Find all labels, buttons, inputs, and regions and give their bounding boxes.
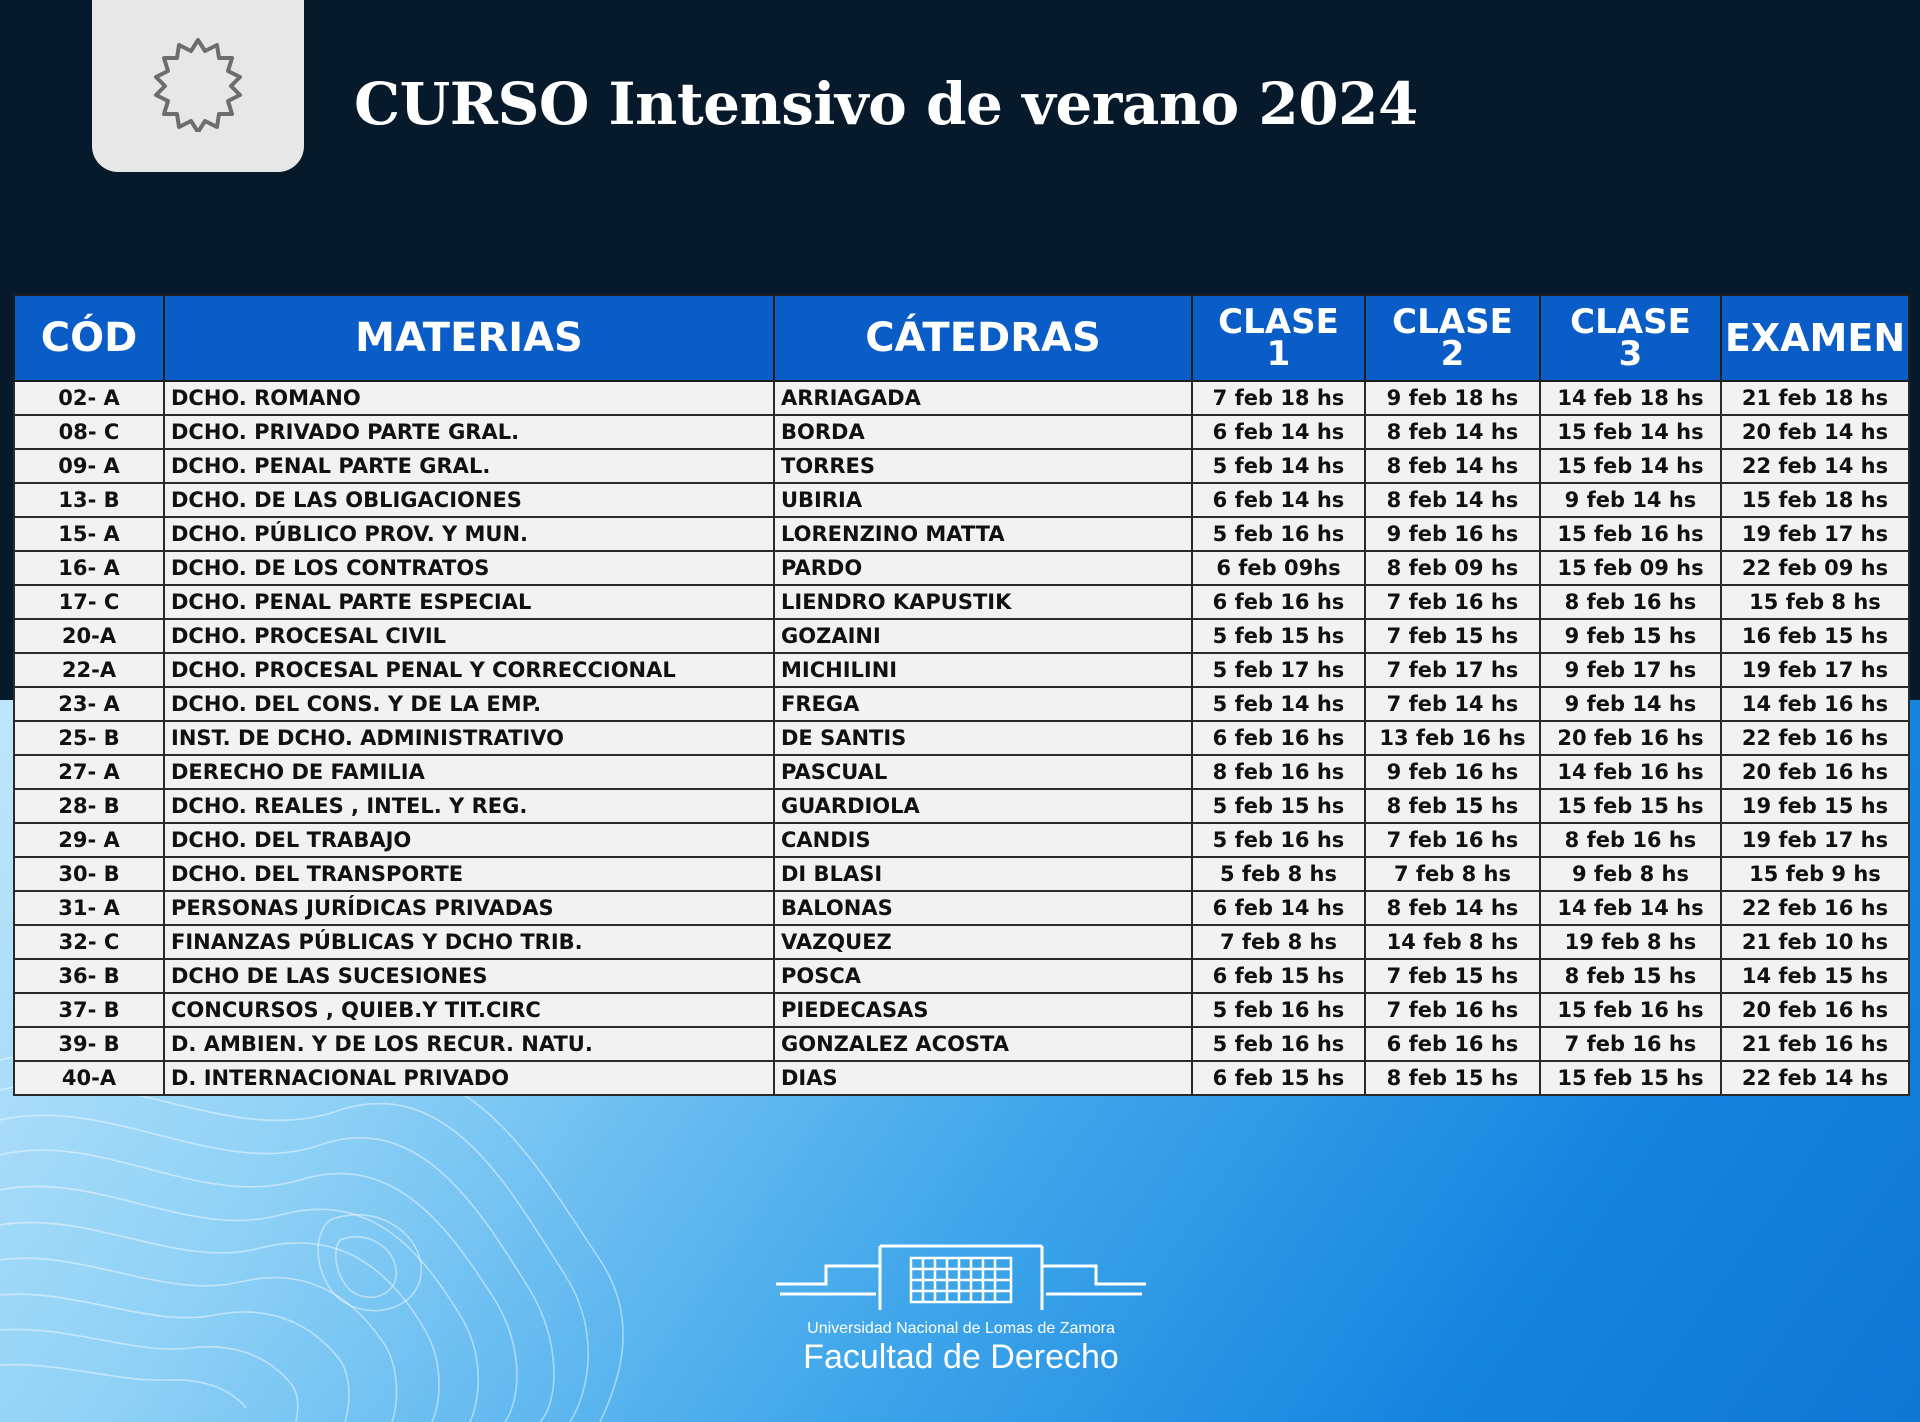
cell-materia: DCHO. DEL TRABAJO (164, 823, 774, 857)
table-row (14, 517, 1909, 551)
cell-clase-2: 9 feb 18 hs (1365, 381, 1540, 415)
cell-cod: 28- B (14, 789, 164, 823)
cell-clase-3: 8 feb 16 hs (1540, 823, 1721, 857)
cell-clase-2: 7 feb 17 hs (1365, 653, 1540, 687)
cell-materia: DCHO. PENAL PARTE ESPECIAL (164, 585, 774, 619)
cell-clase-3: 15 feb 09 hs (1540, 551, 1721, 585)
cell-cod: 30- B (14, 857, 164, 891)
cell-clase-1: 5 feb 16 hs (1192, 823, 1365, 857)
table-row (14, 721, 1909, 755)
cell-cod: 08- C (14, 415, 164, 449)
cell-catedra: BORDA (774, 415, 1192, 449)
cell-examen: 15 feb 18 hs (1721, 483, 1909, 517)
cell-clase-3: 9 feb 15 hs (1540, 619, 1721, 653)
cell-clase-2: 8 feb 09 hs (1365, 551, 1540, 585)
cell-clase-3: 9 feb 17 hs (1540, 653, 1721, 687)
cell-clase-3: 20 feb 16 hs (1540, 721, 1721, 755)
cell-materia: DCHO. DEL TRANSPORTE (164, 857, 774, 891)
cell-cod: 25- B (14, 721, 164, 755)
cell-examen: 20 feb 16 hs (1721, 993, 1909, 1027)
table-row (14, 585, 1909, 619)
cell-materia: DCHO. PROCESAL CIVIL (164, 619, 774, 653)
cell-materia: D. INTERNACIONAL PRIVADO (164, 1061, 774, 1095)
cell-clase-3: 8 feb 15 hs (1540, 959, 1721, 993)
table-row (14, 415, 1909, 449)
cell-clase-2: 8 feb 15 hs (1365, 1061, 1540, 1095)
column-header-clase-2-label: CLASE (1392, 302, 1513, 342)
cell-clase-3: 14 feb 14 hs (1540, 891, 1721, 925)
cell-examen: 15 feb 8 hs (1721, 585, 1909, 619)
cell-clase-1: 6 feb 16 hs (1192, 585, 1365, 619)
cell-clase-2: 7 feb 16 hs (1365, 823, 1540, 857)
cell-catedra: GONZALEZ ACOSTA (774, 1027, 1192, 1061)
cell-cod: 20-A (14, 619, 164, 653)
cell-clase-1: 7 feb 18 hs (1192, 381, 1365, 415)
cell-clase-3: 15 feb 14 hs (1540, 415, 1721, 449)
cell-clase-1: 8 feb 16 hs (1192, 755, 1365, 789)
university-name: Universidad Nacional de Lomas de Zamora (807, 1320, 1115, 1337)
cell-clase-1: 6 feb 14 hs (1192, 415, 1365, 449)
cell-catedra: UBIRIA (774, 483, 1192, 517)
cell-materia: DCHO. PÚBLICO PROV. Y MUN. (164, 517, 774, 551)
table-row (14, 755, 1909, 789)
column-header-cod: CÓD (14, 295, 164, 381)
cell-catedra: DIAS (774, 1061, 1192, 1095)
cell-catedra: PIEDECASAS (774, 993, 1192, 1027)
column-header-clase-3-number: 3 (1618, 334, 1643, 374)
cell-examen: 19 feb 17 hs (1721, 517, 1909, 551)
cell-catedra: POSCA (774, 959, 1192, 993)
cell-clase-1: 6 feb 16 hs (1192, 721, 1365, 755)
cell-clase-1: 6 feb 14 hs (1192, 483, 1365, 517)
cell-materia: DCHO. PROCESAL PENAL Y CORRECCIONAL (164, 653, 774, 687)
cell-examen: 20 feb 16 hs (1721, 755, 1909, 789)
table-row (14, 959, 1909, 993)
cell-catedra: GOZAINI (774, 619, 1192, 653)
cell-catedra: CANDIS (774, 823, 1192, 857)
cell-cod: 23- A (14, 687, 164, 721)
cell-examen: 16 feb 15 hs (1721, 619, 1909, 653)
column-header-materias: MATERIAS (164, 295, 774, 381)
cell-catedra: FREGA (774, 687, 1192, 721)
cell-materia: PERSONAS JURÍDICAS PRIVADAS (164, 891, 774, 925)
page-title: CURSO Intensivo de verano 2024 (354, 70, 1418, 138)
cell-examen: 19 feb 15 hs (1721, 789, 1909, 823)
cell-clase-3: 15 feb 14 hs (1540, 449, 1721, 483)
cell-catedra: MICHILINI (774, 653, 1192, 687)
cell-clase-1: 6 feb 09hs (1192, 551, 1365, 585)
cell-catedra: PASCUAL (774, 755, 1192, 789)
cell-examen: 14 feb 16 hs (1721, 687, 1909, 721)
cell-cod: 13- B (14, 483, 164, 517)
cell-clase-1: 5 feb 14 hs (1192, 449, 1365, 483)
cell-cod: 22-A (14, 653, 164, 687)
badge-icon (150, 36, 246, 132)
cell-examen: 22 feb 16 hs (1721, 891, 1909, 925)
table-row (14, 925, 1909, 959)
cell-clase-2: 6 feb 16 hs (1365, 1027, 1540, 1061)
cell-examen: 21 feb 16 hs (1721, 1027, 1909, 1061)
schedule-table (13, 294, 1908, 1096)
cell-clase-2: 14 feb 8 hs (1365, 925, 1540, 959)
cell-materia: D. AMBIEN. Y DE LOS RECUR. NATU. (164, 1027, 774, 1061)
cell-clase-2: 7 feb 8 hs (1365, 857, 1540, 891)
cell-clase-2: 7 feb 16 hs (1365, 993, 1540, 1027)
cell-examen: 22 feb 16 hs (1721, 721, 1909, 755)
cell-examen: 15 feb 9 hs (1721, 857, 1909, 891)
cell-cod: 39- B (14, 1027, 164, 1061)
cell-examen: 21 feb 10 hs (1721, 925, 1909, 959)
cell-clase-3: 19 feb 8 hs (1540, 925, 1721, 959)
cell-materia: DCHO. PENAL PARTE GRAL. (164, 449, 774, 483)
cell-examen: 22 feb 14 hs (1721, 449, 1909, 483)
table-row (14, 381, 1909, 415)
cell-catedra: DI BLASI (774, 857, 1192, 891)
cell-materia: DCHO. PRIVADO PARTE GRAL. (164, 415, 774, 449)
cell-catedra: BALONAS (774, 891, 1192, 925)
table-row (14, 1027, 1909, 1061)
cell-cod: 17- C (14, 585, 164, 619)
column-header-clase-3 (1540, 295, 1721, 381)
cell-catedra: GUARDIOLA (774, 789, 1192, 823)
cell-clase-3: 15 feb 15 hs (1540, 789, 1721, 823)
cell-examen: 22 feb 09 hs (1721, 551, 1909, 585)
cell-examen: 19 feb 17 hs (1721, 823, 1909, 857)
table-header-row (14, 295, 1909, 381)
cell-clase-3: 15 feb 16 hs (1540, 993, 1721, 1027)
cell-clase-3: 9 feb 8 hs (1540, 857, 1721, 891)
cell-cod: 36- B (14, 959, 164, 993)
table-row (14, 449, 1909, 483)
column-header-clase-3-label: CLASE (1570, 302, 1691, 342)
cell-examen: 14 feb 15 hs (1721, 959, 1909, 993)
cell-clase-3: 15 feb 16 hs (1540, 517, 1721, 551)
cell-cod: 09- A (14, 449, 164, 483)
cell-catedra: LIENDRO KAPUSTIK (774, 585, 1192, 619)
table-row (14, 1061, 1909, 1095)
cell-clase-2: 8 feb 14 hs (1365, 891, 1540, 925)
cell-clase-2: 8 feb 15 hs (1365, 789, 1540, 823)
cell-cod: 32- C (14, 925, 164, 959)
cell-clase-1: 6 feb 14 hs (1192, 891, 1365, 925)
table-row (14, 857, 1909, 891)
faculty-building-icon (776, 1240, 1146, 1320)
cell-clase-1: 6 feb 15 hs (1192, 959, 1365, 993)
cell-catedra: LORENZINO MATTA (774, 517, 1192, 551)
cell-materia: FINANZAS PÚBLICAS Y DCHO TRIB. (164, 925, 774, 959)
cell-clase-1: 6 feb 15 hs (1192, 1061, 1365, 1095)
cell-catedra: DE SANTIS (774, 721, 1192, 755)
cell-clase-1: 5 feb 17 hs (1192, 653, 1365, 687)
cell-clase-2: 7 feb 14 hs (1365, 687, 1540, 721)
cell-cod: 31- A (14, 891, 164, 925)
column-header-clase-2 (1365, 295, 1540, 381)
cell-clase-2: 7 feb 15 hs (1365, 959, 1540, 993)
cell-examen: 19 feb 17 hs (1721, 653, 1909, 687)
table-row (14, 551, 1909, 585)
faculty-name: Facultad de Derecho (803, 1338, 1119, 1376)
cell-clase-3: 8 feb 16 hs (1540, 585, 1721, 619)
column-header-clase-1 (1192, 295, 1365, 381)
cell-clase-1: 7 feb 8 hs (1192, 925, 1365, 959)
table-row (14, 789, 1909, 823)
cell-cod: 16- A (14, 551, 164, 585)
table-row (14, 891, 1909, 925)
logo-tab (92, 0, 304, 172)
cell-catedra: ARRIAGADA (774, 381, 1192, 415)
cell-clase-1: 5 feb 14 hs (1192, 687, 1365, 721)
cell-materia: DCHO. REALES , INTEL. Y REG. (164, 789, 774, 823)
cell-cod: 37- B (14, 993, 164, 1027)
table-row (14, 823, 1909, 857)
column-header-clase-2-number: 2 (1440, 334, 1465, 374)
cell-clase-2: 8 feb 14 hs (1365, 449, 1540, 483)
cell-materia: INST. DE DCHO. ADMINISTRATIVO (164, 721, 774, 755)
cell-materia: DCHO. DE LOS CONTRATOS (164, 551, 774, 585)
cell-clase-2: 13 feb 16 hs (1365, 721, 1540, 755)
cell-cod: 27- A (14, 755, 164, 789)
column-header-catedras: CÁTEDRAS (774, 295, 1192, 381)
cell-clase-2: 9 feb 16 hs (1365, 517, 1540, 551)
table-row (14, 687, 1909, 721)
cell-materia: CONCURSOS , QUIEB.Y TIT.CIRC (164, 993, 774, 1027)
cell-clase-3: 7 feb 16 hs (1540, 1027, 1721, 1061)
cell-clase-3: 9 feb 14 hs (1540, 483, 1721, 517)
cell-cod: 40-A (14, 1061, 164, 1095)
cell-examen: 21 feb 18 hs (1721, 381, 1909, 415)
cell-clase-1: 5 feb 15 hs (1192, 789, 1365, 823)
cell-cod: 29- A (14, 823, 164, 857)
cell-clase-2: 8 feb 14 hs (1365, 483, 1540, 517)
cell-cod: 02- A (14, 381, 164, 415)
cell-materia: DCHO. ROMANO (164, 381, 774, 415)
cell-clase-1: 5 feb 16 hs (1192, 1027, 1365, 1061)
cell-clase-1: 5 feb 8 hs (1192, 857, 1365, 891)
cell-materia: DERECHO DE FAMILIA (164, 755, 774, 789)
cell-clase-3: 15 feb 15 hs (1540, 1061, 1721, 1095)
cell-clase-1: 5 feb 15 hs (1192, 619, 1365, 653)
cell-catedra: PARDO (774, 551, 1192, 585)
cell-clase-2: 7 feb 15 hs (1365, 619, 1540, 653)
column-header-examen: EXAMEN (1721, 295, 1909, 381)
table-row (14, 653, 1909, 687)
cell-clase-3: 14 feb 16 hs (1540, 755, 1721, 789)
cell-examen: 22 feb 14 hs (1721, 1061, 1909, 1095)
cell-materia: DCHO. DE LAS OBLIGACIONES (164, 483, 774, 517)
table-row (14, 993, 1909, 1027)
table-row (14, 619, 1909, 653)
cell-materia: DCHO. DEL CONS. Y DE LA EMP. (164, 687, 774, 721)
cell-materia: DCHO DE LAS SUCESIONES (164, 959, 774, 993)
cell-clase-3: 9 feb 14 hs (1540, 687, 1721, 721)
cell-catedra: TORRES (774, 449, 1192, 483)
cell-clase-2: 8 feb 14 hs (1365, 415, 1540, 449)
cell-clase-2: 9 feb 16 hs (1365, 755, 1540, 789)
column-header-clase-1-label: CLASE (1218, 302, 1339, 342)
cell-clase-3: 14 feb 18 hs (1540, 381, 1721, 415)
cell-catedra: VAZQUEZ (774, 925, 1192, 959)
cell-examen: 20 feb 14 hs (1721, 415, 1909, 449)
cell-clase-1: 5 feb 16 hs (1192, 517, 1365, 551)
cell-clase-2: 7 feb 16 hs (1365, 585, 1540, 619)
table-row (14, 483, 1909, 517)
cell-cod: 15- A (14, 517, 164, 551)
cell-clase-1: 5 feb 16 hs (1192, 993, 1365, 1027)
column-header-clase-1-number: 1 (1266, 334, 1291, 374)
